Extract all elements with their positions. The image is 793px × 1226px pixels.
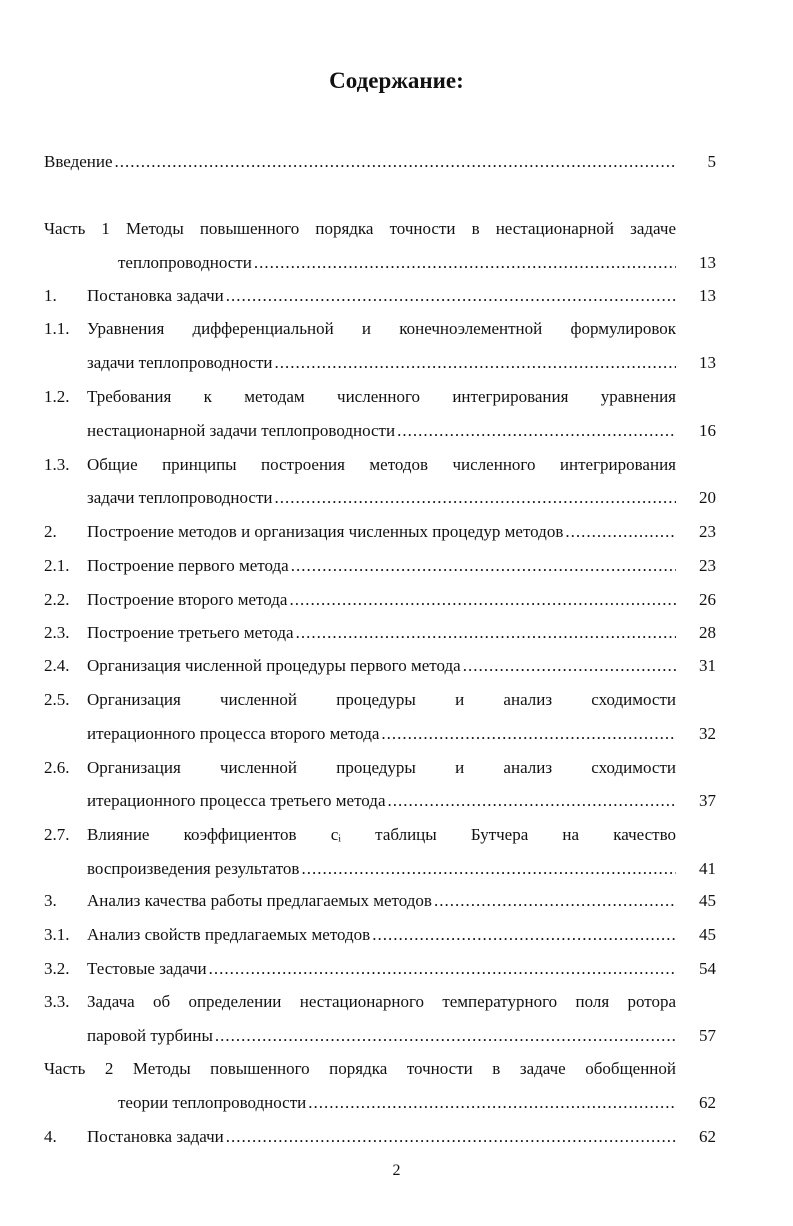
toc-entry-part-2-cont <box>0 1091 793 1115</box>
dot-leader <box>215 1024 676 1048</box>
dot-leader <box>397 419 676 443</box>
toc-entry-part-2 <box>0 1057 793 1081</box>
toc-page-number: 45 <box>699 925 716 944</box>
toc-label: Задача об определении нестационарного температурного поля ротора <box>87 992 676 1011</box>
toc-entry <box>0 284 793 308</box>
toc-section-number: 3.1. <box>44 925 70 944</box>
toc-page-number: 23 <box>699 556 716 575</box>
toc-section-number: 2.3. <box>44 623 70 642</box>
toc-entry <box>0 756 793 780</box>
toc-page-number: 13 <box>699 253 716 272</box>
toc-page-number: 26 <box>699 590 716 609</box>
toc-label: Построение третьего метода <box>87 623 294 642</box>
toc-label: теории теплопроводности <box>118 1093 307 1112</box>
toc-label: Уравнения дифференциальной и конечноэлементной формулировок <box>87 319 676 338</box>
toc-label: Тестовые задачи <box>87 959 207 978</box>
toc-label: Общие принципы построения методов численного интегрирования <box>87 455 676 474</box>
toc-section-number: 2.4. <box>44 656 70 675</box>
toc-section-number: 1. <box>44 286 57 305</box>
toc-entry <box>0 823 793 847</box>
toc-page-number: 62 <box>699 1127 716 1146</box>
toc-section-number: 2.2. <box>44 590 70 609</box>
toc-label: воспроизведения результатов <box>87 859 300 878</box>
toc-page-number: 54 <box>699 959 716 978</box>
toc-page-number: 62 <box>699 1093 716 1112</box>
page-number-footer: 2 <box>392 1162 401 1179</box>
toc-entry <box>0 520 793 544</box>
toc-label: Требования к методам численного интегрирования уравнения <box>87 387 676 406</box>
toc-label: Постановка задачи <box>87 1127 224 1146</box>
dot-leader <box>301 857 676 881</box>
dot-leader <box>296 621 676 645</box>
toc-section-number: 4. <box>44 1127 57 1146</box>
toc-page-number: 5 <box>707 152 716 171</box>
toc-entry-cont <box>0 789 793 813</box>
toc-entry-cont <box>0 419 793 443</box>
toc-section-number: 3.3. <box>44 992 70 1011</box>
toc-entry <box>0 990 793 1014</box>
toc-label: Анализ свойств предлагаемых методов <box>87 925 371 944</box>
toc-label: нестационарной задачи теплопроводности <box>87 421 396 440</box>
toc-entry-cont <box>0 486 793 510</box>
toc-label: паровой турбины <box>87 1026 213 1045</box>
dot-leader <box>275 351 677 375</box>
dot-leader <box>291 554 676 578</box>
toc-label: Анализ качества работы предлагаемых методов <box>87 891 432 910</box>
toc-entry-cont <box>0 857 793 881</box>
toc-page-number: 13 <box>699 286 716 305</box>
toc-entry-cont <box>0 351 793 375</box>
toc-label: теплопроводности <box>118 253 252 272</box>
toc-label: Введение <box>44 152 113 171</box>
toc-page-number: 45 <box>699 891 716 910</box>
toc-entry-part-1-cont <box>0 251 793 275</box>
toc-label: Часть 1 Методы повышенного порядка точности в нестационарной задаче <box>44 219 676 238</box>
dot-leader <box>275 486 677 510</box>
toc-label: Организация численной процедуры и анализ сходимости <box>87 758 676 777</box>
toc-label: Постановка задачи <box>87 286 224 305</box>
dot-leader <box>463 654 676 678</box>
toc-page-number: 31 <box>699 656 716 675</box>
toc-page-number: 13 <box>699 353 716 372</box>
toc-entry <box>0 923 793 947</box>
dot-leader <box>381 722 676 746</box>
toc-label: Часть 2 Методы повышенного порядка точности в задаче обобщенной <box>44 1059 676 1078</box>
toc-entry <box>0 554 793 578</box>
toc-entry <box>0 621 793 645</box>
toc-entry-part-1 <box>0 217 793 241</box>
toc-entry-cont <box>0 1024 793 1048</box>
toc-section-number: 1.2. <box>44 387 70 406</box>
toc-entry-introduction <box>0 150 793 174</box>
toc-section-number: 2.5. <box>44 690 70 709</box>
toc-page-number: 41 <box>699 859 716 878</box>
toc-label: Построение первого метода <box>87 556 289 575</box>
page-title: Содержание: <box>329 68 464 93</box>
toc-label: задачи теплопроводности <box>87 488 273 507</box>
toc-entry <box>0 654 793 678</box>
toc-page-number: 32 <box>699 724 716 743</box>
toc-section-number: 2.7. <box>44 825 70 844</box>
dot-leader <box>434 889 676 913</box>
toc-section-number: 3. <box>44 891 57 910</box>
toc-section-number: 2.1. <box>44 556 70 575</box>
toc-section-number: 3.2. <box>44 959 70 978</box>
toc-page-number: 57 <box>699 1026 716 1045</box>
toc-label: итерационного процесса третьего метода <box>87 791 386 810</box>
dot-leader <box>226 284 676 308</box>
dot-leader <box>226 1125 676 1149</box>
toc-page-number: 37 <box>699 791 716 810</box>
dot-leader <box>565 520 676 544</box>
toc-entry <box>0 588 793 612</box>
toc-label: итерационного процесса второго метода <box>87 724 380 743</box>
toc-entry <box>0 957 793 981</box>
toc-section-number: 2.6. <box>44 758 70 777</box>
toc-entry <box>0 1125 793 1149</box>
toc-label: Построение второго метода <box>87 590 288 609</box>
toc-entry <box>0 889 793 913</box>
toc-page-number: 23 <box>699 522 716 541</box>
toc-label: Организация численной процедуры и анализ сходимости <box>87 690 676 709</box>
toc-entry <box>0 688 793 712</box>
toc-section-number: 1.1. <box>44 319 70 338</box>
toc-section-number: 1.3. <box>44 455 70 474</box>
dot-leader <box>209 957 676 981</box>
toc-entry <box>0 453 793 477</box>
toc-page-number: 20 <box>699 488 716 507</box>
toc-label: Влияние коэффициентов cᵢ таблицы Бутчера на качество <box>87 825 676 844</box>
dot-leader <box>289 588 676 612</box>
toc-label: Организация численной процедуры первого метода <box>87 656 461 675</box>
toc-page-number: 28 <box>699 623 716 642</box>
toc-entry-cont <box>0 722 793 746</box>
toc-section-number: 2. <box>44 522 57 541</box>
toc-entry <box>0 317 793 341</box>
toc-entry <box>0 385 793 409</box>
dot-leader <box>388 789 677 813</box>
toc-page-number: 16 <box>699 421 716 440</box>
toc-label: задачи теплопроводности <box>87 353 273 372</box>
dot-leader <box>254 251 676 275</box>
dot-leader <box>372 923 676 947</box>
toc-label: Построение методов и организация численных процедур методов <box>87 522 564 541</box>
dot-leader <box>115 150 676 174</box>
dot-leader <box>308 1091 676 1115</box>
